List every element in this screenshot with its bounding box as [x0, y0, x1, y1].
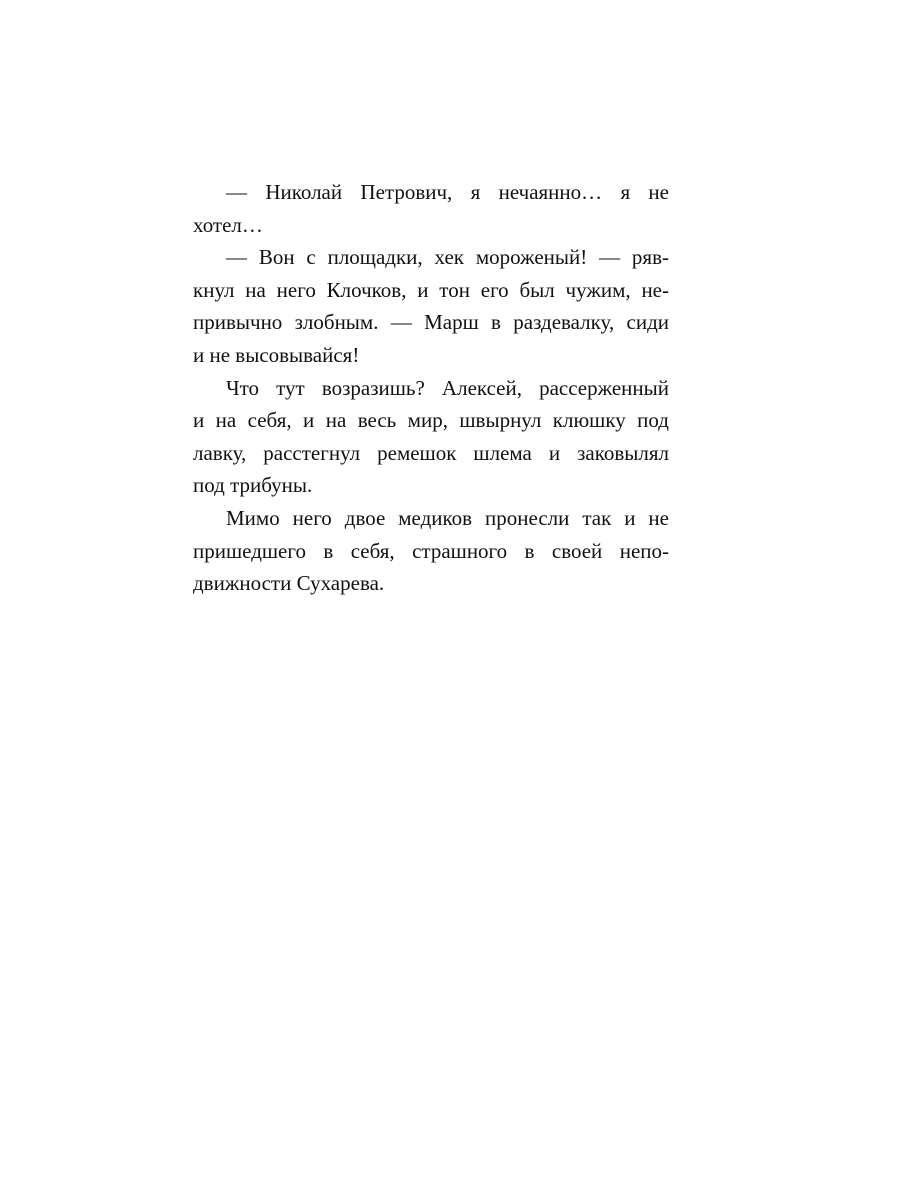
body-text: [193, 176, 669, 600]
text-line: — Вон с площадки, хек мороженый! — ряв-: [226, 245, 669, 270]
text-line: Мимо него двое медиков пронесли так и не: [226, 505, 669, 530]
paragraph: [193, 241, 669, 371]
text-line: под трибуны.: [193, 473, 313, 498]
text-line: движности Сухарева.: [193, 571, 385, 596]
text-line: — Николай Петрович, я нечаянно… я не: [226, 180, 669, 204]
paragraph: [193, 372, 669, 502]
text-line: лавку, расстегнул ремешок шлема и заковылял: [193, 440, 669, 465]
paragraph: [193, 502, 669, 600]
text-line: хотел…: [193, 212, 263, 237]
text-line: привычно злобным. — Марш в раздевалку, сиди: [193, 310, 669, 335]
text-line: и не высовывайся!: [193, 342, 360, 367]
text-line: пришедшего в себя, страшного в своей непо-: [193, 538, 669, 563]
text-line: и на себя, и на весь мир, швырнул клюшку под: [193, 408, 669, 433]
paragraph: [193, 176, 669, 241]
text-line: кнул на него Клочков, и тон его был чужим, не-: [193, 277, 669, 302]
text-line: Что тут возразишь? Алексей, рассерженный: [226, 375, 669, 400]
